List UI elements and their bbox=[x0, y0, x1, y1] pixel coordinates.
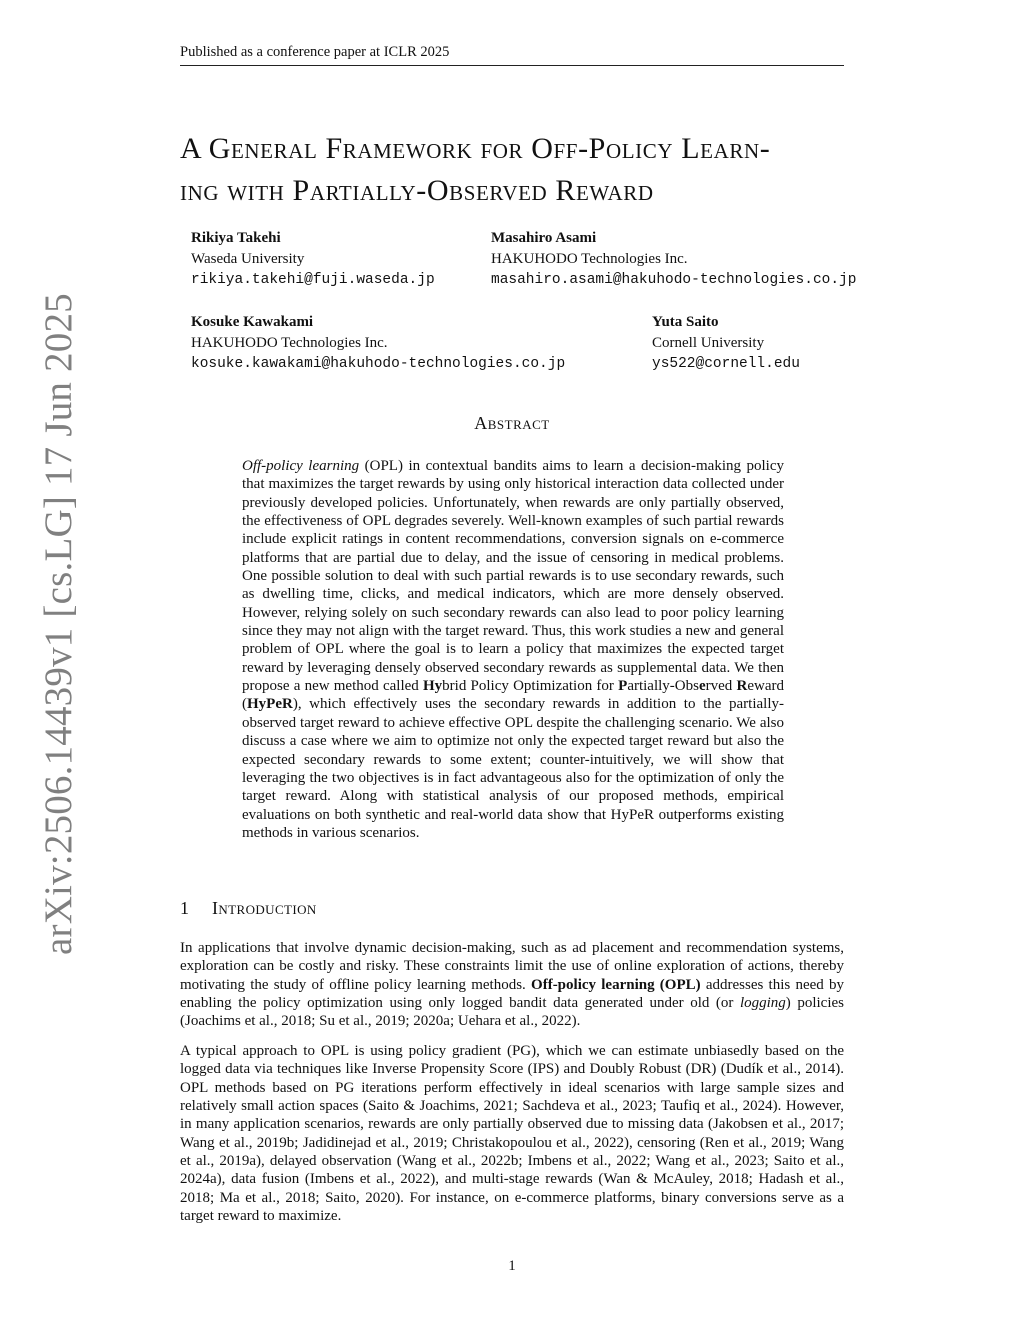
abstract-heading: Abstract bbox=[474, 413, 550, 433]
intro-paragraph-2: A typical approach to OPL is using policy gradient (PG), which we can estimate unbiasedly based on the logged data via techniques like Inverse Propensity Score (IPS) and Doubly Robust (DR) (Dudík et al., 2014). OPL methods based on PG iterations perform effectively in ideal scenarios with large sample sizes and relatively small action spaces (Saito & Joachims, 2021; Sachdeva et al., 2023; Taufiq et al., 2024). However, in many application scenarios, rewards are only partially observed due to missing data (Jakobsen et al., 2017; Wang et al., 2019b; Jadidinejad et al., 2019; Christakopoulou et al., 2022), censoring (Ren et al., 2019; Wang et al., 2019a), delayed observation (Wang et al., 2022b; Imbens et al., 2022; Wang et al., 2023; Saito et al., 2024a), data fusion (Imbens et al., 2022), and multi-stage rewards (Wan & McAuley, 2018; Hadash et al., 2018; Ma et al., 2018; Saito, 2020). For instance, on e-commerce platforms, binary conversions serve as a target reward to maximize. bbox=[180, 1043, 844, 1225]
running-header: Published as a conference paper at ICLR 2025 bbox=[180, 44, 844, 66]
section-number: 1 bbox=[180, 898, 190, 918]
author-affiliation: Waseda University bbox=[191, 251, 305, 267]
author-email: kosuke.kawakami@hakuhodo-technologies.co.jp bbox=[191, 356, 566, 372]
author-email: masahiro.asami@hakuhodo-technologies.co.jp bbox=[491, 272, 857, 288]
author-name: Yuta Saito bbox=[652, 314, 719, 330]
section-heading-introduction bbox=[180, 898, 317, 919]
title-line-2: ing with Partially-Observed Reward bbox=[180, 174, 654, 207]
author-email: ys522@cornell.edu bbox=[652, 356, 800, 372]
author-block-3 bbox=[191, 312, 565, 375]
author-email: rikiya.takehi@fuji.waseda.jp bbox=[191, 272, 435, 288]
author-affiliation: HAKUHODO Technologies Inc. bbox=[491, 251, 688, 267]
author-name: Masahiro Asami bbox=[491, 230, 597, 246]
abstract-body: Off-policy learning (OPL) in contextual bandits aims to learn a decision-making policy that maximizes the target rewards by using only historical interaction data collected under previously developed policies. Unfortunately, when rewards are only partially observed, the effectiveness of OPL degrades severely. Well-known examples of such partial rewards include explicit ratings in content recommendations, conversion signals on e-commerce platforms that are partial due to delay, and the issue of censoring in medical problems. One possible solution to deal with such partial rewards is to use secondary rewards, such as dwelling time, clicks, and medical indicators, which are more densely observed. However, relying solely on such secondary rewards can also lead to poor policy learning since they may not align with the target reward. Thus, this work studies a new and general problem of OPL where the goal is to learn a policy that maximizes the expected target reward by leveraging densely observed secondary rewards as supplemental data. We then propose a new method called Hybrid Policy Optimization for Partially-Observed Reward (HyPeR), which effectively uses the secondary rewards in addition to the partially-observed target reward to achieve effective OPL despite the challenging scenario. We also discuss a case where we aim to optimize not only the expected target reward but also the expected secondary rewards to some extent; counter-intuitively, we will show that leveraging the two objectives is in fact advantageous also for the optimization of only the target reward. Along with statistical analysis of our proposed methods, empirical evaluations on both synthetic and real-world data show that HyPeR outperforms existing methods in various scenarios. bbox=[242, 458, 785, 841]
author-affiliation: Cornell University bbox=[652, 335, 765, 351]
author-block-2 bbox=[491, 228, 856, 291]
author-block-4 bbox=[652, 312, 800, 375]
method-name: HyPeR bbox=[247, 696, 293, 713]
author-name: Rikiya Takehi bbox=[191, 230, 281, 246]
author-block-1 bbox=[191, 228, 435, 291]
opl-term: Off-policy learning bbox=[242, 458, 360, 474]
paper-title bbox=[180, 128, 860, 212]
section-title: Introduction bbox=[212, 898, 317, 918]
arxiv-identifier: arXiv:2506.14439v1 [cs.LG] 17 Jun 2025 bbox=[37, 293, 80, 955]
author-name: Kosuke Kawakami bbox=[191, 314, 314, 330]
page-number: 1 bbox=[508, 1258, 516, 1274]
author-affiliation: HAKUHODO Technologies Inc. bbox=[191, 335, 388, 351]
title-line-1: A General Framework for Off-Policy Learn- bbox=[180, 132, 771, 165]
intro-paragraph-1: In applications that involve dynamic decision-making, such as ad placement and recommendation systems, exploration can be costly and risky. These constraints limit the use of online exploration of actions, thereby motivating the study of offline policy learning methods. Off-policy learning (OPL) addresses this need by enabling the policy optimization using only logged bandit data generated under old (or logging) policies (Joachims et al., 2018; Su et al., 2019; 2020a; Uehara et al., 2022). bbox=[180, 940, 844, 1030]
